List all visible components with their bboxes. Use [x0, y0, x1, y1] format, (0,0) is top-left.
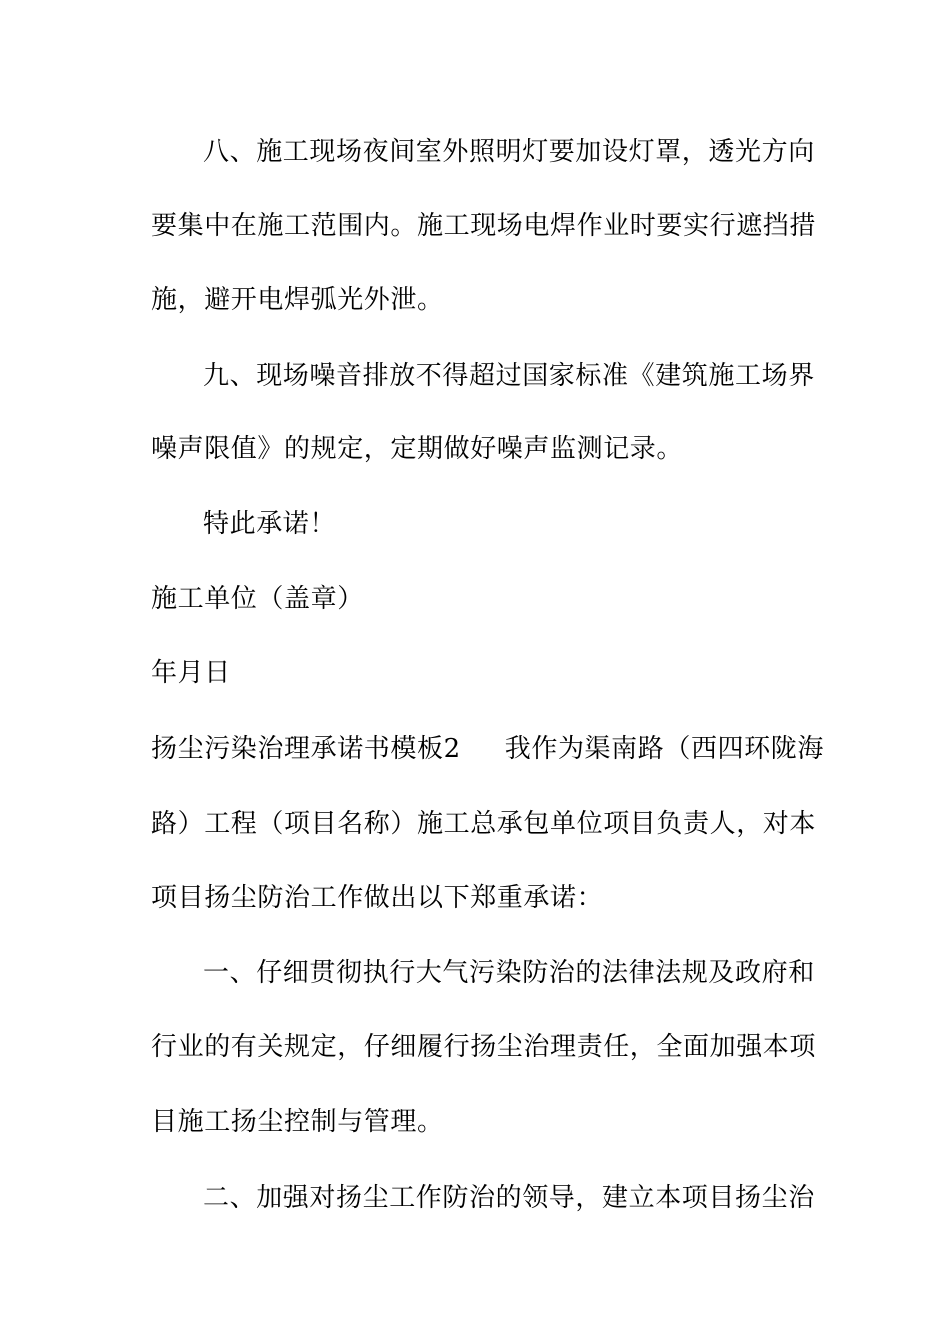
paragraph-8-line-1: 八、施工现场夜间室外照明灯要加设灯罩，透光方向 — [203, 137, 815, 167]
paragraph-9-line-1: 九、现场噪音排放不得超过国家标准《建筑施工场界 — [203, 361, 815, 391]
paragraph-9-line-2: 噪声限值》的规定，定期做好噪声监测记录。 — [151, 434, 684, 464]
item-1-line-1: 一、仔细贯彻执行大气污染防治的法律法规及政府和 — [203, 958, 815, 988]
template-2-title: 扬尘污染治理承诺书模板2 — [151, 734, 461, 764]
paragraph-8-line-3: 施，避开电焊弧光外泄。 — [151, 285, 444, 315]
template-2-heading-line — [151, 733, 824, 765]
template-2-intro-start: 我作为渠南路（西四环陇海 — [504, 734, 824, 764]
item-2-line-1: 二、加强对扬尘工作防治的领导，建立本项目扬尘治 — [203, 1183, 815, 1213]
paragraph-8-line-2: 要集中在施工范围内。施工现场电焊作业时要实行遮挡措 — [151, 211, 817, 241]
signature-date: 年月日 — [151, 658, 231, 688]
template-2-intro-line-2: 路）工程（项目名称）施工总承包单位项目负责人，对本 — [151, 809, 817, 839]
signature-unit: 施工单位（盖章） — [151, 584, 364, 614]
closing-statement: 特此承诺！ — [203, 509, 337, 539]
template-2-intro-line-3: 项目扬尘防治工作做出以下郑重承诺： — [151, 883, 604, 913]
item-1-line-2: 行业的有关规定，仔细履行扬尘治理责任，全面加强本项 — [151, 1032, 817, 1062]
item-1-line-3: 目施工扬尘控制与管理。 — [151, 1107, 444, 1137]
